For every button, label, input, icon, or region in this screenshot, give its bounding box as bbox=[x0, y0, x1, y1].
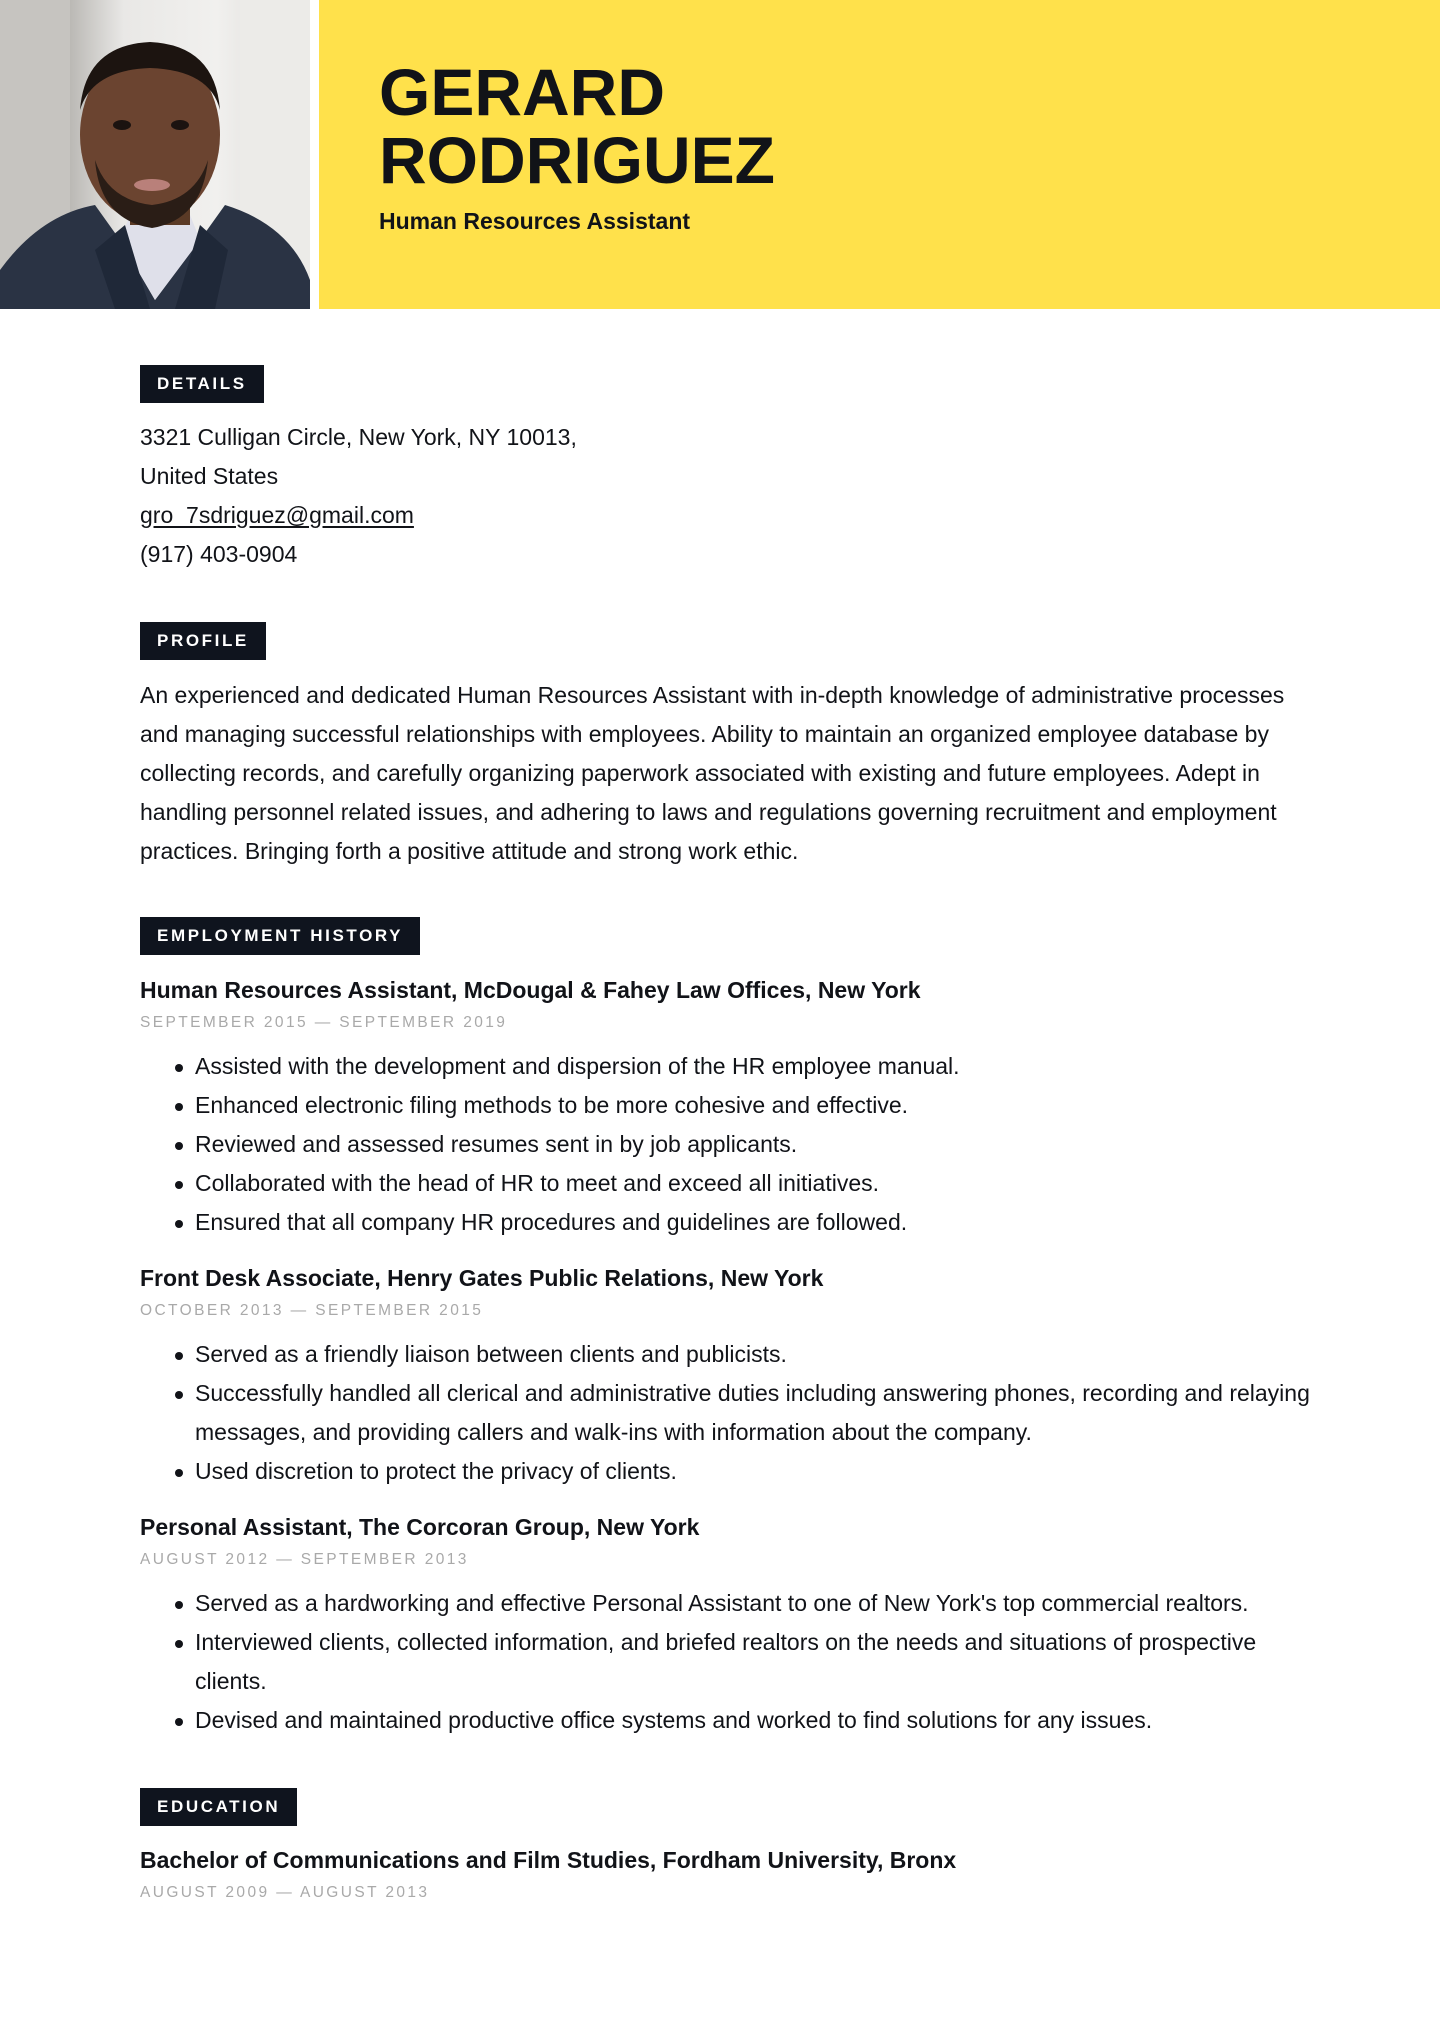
header-banner bbox=[319, 0, 1440, 309]
job-bullets bbox=[172, 1584, 1322, 1740]
bullet-item: Served as a hardworking and effective Personal Assistant to one of New York's top commercial realtors. bbox=[172, 1584, 1322, 1623]
section-heading-profile: PROFILE bbox=[140, 622, 266, 660]
education-heading: Bachelor of Communications and Film Studies, Fordham University, Bronx bbox=[140, 1847, 957, 1873]
candidate-name bbox=[379, 55, 775, 197]
bullet-item: Served as a friendly liaison between clients and publicists. bbox=[172, 1335, 1322, 1374]
bullet-item: Used discretion to protect the privacy of clients. bbox=[172, 1452, 1322, 1491]
job-heading: Front Desk Associate, Henry Gates Public Relations, New York bbox=[140, 1265, 824, 1291]
section-heading-details: DETAILS bbox=[140, 365, 264, 403]
bullet-item: Ensured that all company HR procedures and guidelines are followed. bbox=[172, 1203, 1322, 1242]
section-heading-employment: EMPLOYMENT HISTORY bbox=[140, 917, 420, 955]
bullet-item: Devised and maintained productive office systems and worked to find solutions for any issues. bbox=[172, 1701, 1322, 1740]
bullet-item: Successfully handled all clerical and administrative duties including answering phones, recording and relaying messages, and providing callers and walk-ins with information about the company. bbox=[172, 1374, 1322, 1452]
phone-number: (917) 403-0904 bbox=[140, 541, 298, 567]
job-dates: OCTOBER 2013 — SEPTEMBER 2015 bbox=[140, 1302, 484, 1319]
profile-photo bbox=[0, 0, 310, 309]
resume-header bbox=[0, 0, 1440, 309]
address-line-2: United States bbox=[140, 463, 279, 489]
bullet-item: Enhanced electronic filing methods to be more cohesive and effective. bbox=[172, 1086, 1322, 1125]
education-dates: AUGUST 2009 — AUGUST 2013 bbox=[140, 1884, 430, 1901]
job-bullets bbox=[172, 1335, 1322, 1491]
bullet-item: Collaborated with the head of HR to meet and exceed all initiatives. bbox=[172, 1164, 1322, 1203]
address-line-1: 3321 Culligan Circle, New York, NY 10013, bbox=[140, 424, 577, 450]
job-dates: AUGUST 2012 — SEPTEMBER 2013 bbox=[140, 1551, 469, 1568]
job-dates: SEPTEMBER 2015 — SEPTEMBER 2019 bbox=[140, 1014, 508, 1031]
email-link[interactable]: gro_7sdriguez@gmail.com bbox=[140, 502, 414, 528]
job-heading: Personal Assistant, The Corcoran Group, New York bbox=[140, 1514, 700, 1540]
portrait-illustration bbox=[0, 0, 310, 309]
profile-summary: An experienced and dedicated Human Resources Assistant with in-depth knowledge of administrative processes and managing successful relationships with employees. Ability to maintain an organized employee database by collecting records, and carefully organizing paperwork associated with existing and future employees. Adept in handling personnel related issues, and adhering to laws and regulations governing recruitment and employment practices. Bringing forth a positive attitude and strong work ethic. bbox=[140, 682, 1285, 864]
section-heading-education: EDUCATION bbox=[140, 1788, 297, 1826]
name-last: RODRIGUEZ bbox=[379, 123, 775, 197]
name-first: GERARD bbox=[379, 55, 666, 129]
bullet-item: Assisted with the development and dispersion of the HR employee manual. bbox=[172, 1047, 1322, 1086]
bullet-item: Reviewed and assessed resumes sent in by job applicants. bbox=[172, 1125, 1322, 1164]
job-bullets bbox=[172, 1047, 1322, 1242]
bullet-item: Interviewed clients, collected information, and briefed realtors on the needs and situations of prospective clients. bbox=[172, 1623, 1322, 1701]
job-heading: Human Resources Assistant, McDougal & Fahey Law Offices, New York bbox=[140, 977, 921, 1003]
candidate-title: Human Resources Assistant bbox=[379, 208, 691, 234]
